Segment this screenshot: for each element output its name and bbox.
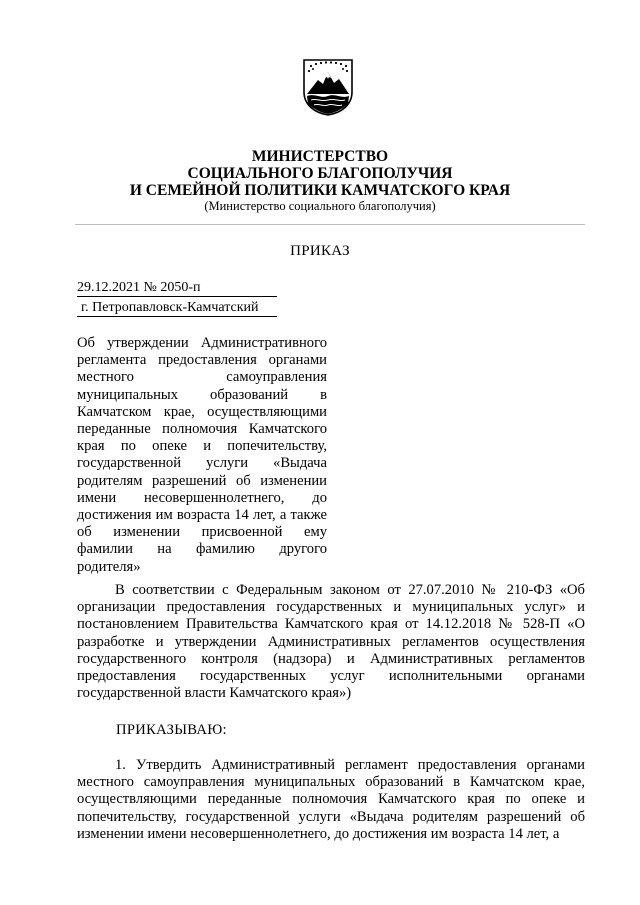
preamble-paragraph: В соответствии с Федеральным законом от 27.07.2010 № 210-ФЗ «Об организации предоставления государственных и муниципальных услуг» и постановлением Правительства Камчатского края от 14.12.2018 № 528-П «О разработке и утверждении Административных регламентов осуществления государственного контроля (надзора) и Административных регламентов предоставления государственных услуг исполнительными органами государственной власти Камчатского края») xyxy=(77,582,585,702)
order-word: ПРИКАЗЫВАЮ: xyxy=(116,722,227,738)
org-name-line3: И СЕМЕЙНОЙ ПОЛИТИКИ КАМЧАТСКОГО КРАЯ xyxy=(129,182,511,199)
document-subject: Об утверждении Административного регламента предоставления органами местного самоуправления муниципальных образований в Камчатском крае, осуществляющими переданные полномочия Камчатского края по опеке и попечительству, государственной услуги «Выдача родителям разрешений об изменении имени несовершеннолетнего, до достижения им возраста 14 лет, а также об изменении присвоенной ему фамилии на фамилию другого родителя» xyxy=(77,335,327,575)
city-underline xyxy=(77,316,277,317)
org-short-name: (Министерство социального благополучия) xyxy=(204,199,436,213)
city: г. Петропавловск-Камчатский xyxy=(81,300,259,315)
order-item-1: 1. Утвердить Административный регламент предоставления органами местного самоуправления муниципальных образований в Камчатском крае, осуществляющими переданные полномочия Камчатского края по опеке и попечительству, государственной услуги «Выдача родителям разрешений об изменении имени несовершеннолетнего, до достижения им возраста 14 лет, а xyxy=(77,757,585,842)
kamchatka-coat-of-arms-icon xyxy=(301,58,355,116)
header-divider xyxy=(75,224,585,225)
date-number: 29.12.2021 № 2050-п xyxy=(77,280,201,295)
org-name-line1: МИНИСТЕРСТВО xyxy=(251,148,389,165)
org-name-line2: СОЦИАЛЬНОГО БЛАГОПОЛУЧИЯ xyxy=(187,165,453,182)
date-underline xyxy=(77,296,277,297)
document-type: ПРИКАЗ xyxy=(290,243,350,259)
